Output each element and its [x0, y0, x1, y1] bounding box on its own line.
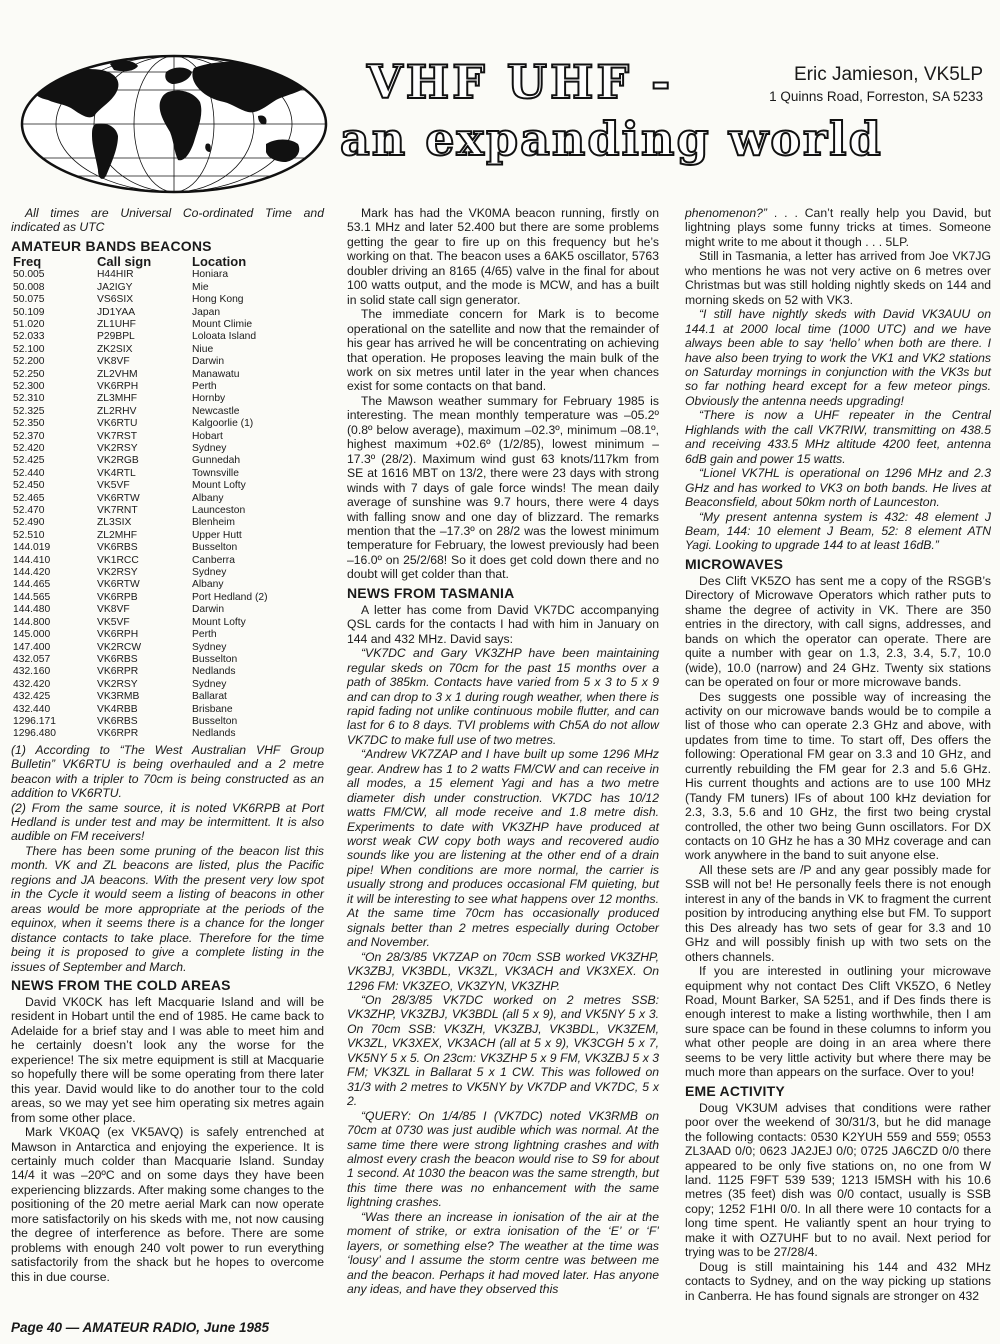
beacon-row: [11, 431, 268, 443]
beacon-freq: 52.370: [13, 430, 45, 442]
beacon-freq: 52.300: [13, 380, 45, 392]
beacon-location: Perth: [192, 629, 217, 641]
beacon-row: [11, 505, 268, 517]
cold-areas-paragraph-2: Mark VK0AQ (ex VK5AVQ) is safely entrenched at Mawson in Antarctica and enjoying the experience. It is certainly much colder than Macquarie Island. Sunday 14/4 it was –20ºC and on some days they have been experiencing blizzards. After making some changes to the positioning of the 20 metre aerial Mark can now operate more satisfactorily on his skeds with me, not now causing the degree of interference as before. There are some problems with enough 240 volt power to run everything satisfactorily from the shack but he hopes to overcome this in due course.: [11, 1125, 324, 1284]
beacon-row: [11, 716, 268, 728]
beacon-location: Gunnedah: [192, 455, 241, 467]
beacon-call-sign: VK2RSY: [97, 678, 138, 690]
beacon-row: [11, 369, 268, 381]
beacon-location: Busselton: [192, 653, 238, 665]
beacon-table: [11, 253, 268, 741]
beacon-call-sign: ZL3MHF: [97, 393, 138, 405]
beacon-freq: 432.440: [13, 703, 51, 715]
beacon-row: [11, 592, 268, 604]
beacon-freq: 144.420: [13, 567, 51, 579]
beacon-call-sign: VK1RCC: [97, 554, 139, 566]
eme-heading: EME ACTIVITY: [685, 1082, 785, 1099]
microwaves-paragraph-2: Des suggests one possible way of increasing the activity on our microwave bands would be to compile a list of those who can operate 2.3 GHz and above, with updates from time to time. To start off, Des offers the following: Operational FM gear on 3.3 and 10 GHz, and currently rebuilding the FM gear for 2.3 and 5.6 GHz. His current thoughts and actions are to use 100 MHz (Tandy FM tuners) IFs of about 100 kHz deviation for 2.3, 3.3, 5.6 and 10 GHz, the first two being crystal controlled, the other two being Gunn oscillators. For DX contacts on 10 GHz he has a 30 MHz coverage and can work anywhere in the band to suit anyone else.: [685, 689, 991, 863]
beacon-call-sign: VK6RTW: [97, 579, 140, 591]
beacon-call-sign: VK7RNT: [97, 505, 138, 517]
beacon-location: Busselton: [192, 715, 238, 727]
beacon-call-sign: P29BPL: [97, 331, 135, 343]
article-title-line-2: an expanding world: [340, 112, 883, 166]
joe-quote-3: “Lionel VK7HL is operational on 1296 MHz and 2.3 GHz and has worked to VK3 on both bands. He lives at Beaconsfield, about 50km north of Launceston.: [685, 466, 991, 510]
beacon-freq: 52.033: [13, 331, 45, 343]
beacon-call-sign: ZL1UHF: [97, 318, 136, 330]
beacon-freq: 52.310: [13, 393, 45, 405]
tasmania-heading: NEWS FROM TASMANIA: [347, 584, 515, 601]
beacon-row: [11, 704, 268, 716]
beacon-call-sign: VK7RST: [97, 430, 138, 442]
beacon-row: [11, 642, 268, 654]
joe-quote-4: “My present antenna system is 432: 48 element J Beam, 144: 10 element J Beam, 52: 8 element ATN Yagi. Looking to upgrade 144 to at least 16dB.”: [685, 509, 991, 553]
beacon-location: Albany: [192, 579, 224, 591]
beacon-call-sign: VK6RPH: [97, 380, 139, 392]
beacon-call-sign: H44HIR: [97, 269, 134, 281]
beacon-freq: 50.075: [13, 294, 45, 306]
beacon-call-sign: VK2RCW: [97, 641, 142, 653]
beacon-call-sign: ZL2VHM: [97, 368, 138, 380]
beacon-row: [11, 728, 268, 740]
beacon-freq: 52.465: [13, 492, 45, 504]
beacon-row: [11, 393, 268, 405]
beacon-location: Japan: [192, 306, 221, 318]
beacon-location: Sydney: [192, 641, 227, 653]
beacon-row: [11, 567, 268, 579]
beacon-freq: 52.420: [13, 443, 45, 454]
beacon-freq: 144.410: [13, 554, 51, 566]
beacon-call-sign: VK2RSY: [97, 443, 138, 454]
beacon-row: [11, 517, 268, 529]
beacon-row: [11, 480, 268, 492]
beacon-location: Upper Hutt: [192, 529, 242, 541]
joe-quote-1: “I still have nightly skeds with David VK3AUU on 144.1 at 2000 local time (1000 UTC) and we have always been able to say ‘hello’ when both are there. I have also been trying to work the VK1 and VK2 stations on Saturday mornings in conjunction with the VK3s but so far nothing heard except for a few meteor pings. Obviously the antenna needs upgrading!: [685, 307, 991, 408]
eme-paragraph-2: Doug is still maintaining his 144 and 432 MHz contacts to Sydney, and on the way picking up stations in Canberra. He has found signals are stronger on 432: [685, 1259, 991, 1303]
page-header: [0, 0, 1000, 200]
cold-areas-paragraph-1: David VK0CK has left Macquarie Island and will be resident in Hobart until the end of 1985. He came back to Adelaide for a brief stay and I was able to meet him and he certainly doesn’t look any the worse for the experience! The six metre equipment is still at Macquarie so hopefully there will be some operating from there later this year. David would like to do another tour to the cold areas, so we may yet see him operating six metres again from some other place.: [11, 995, 324, 1125]
beacon-call-sign: VK6RTU: [97, 418, 138, 430]
beacon-freq: 52.470: [13, 505, 45, 517]
beacon-call-sign: VK4RTL: [97, 467, 136, 479]
beacon-freq: 52.490: [13, 517, 45, 529]
beacon-call-sign: ZK2SIX: [97, 343, 133, 355]
beacon-location: Sydney: [192, 567, 227, 579]
page-footer: Page 40 — AMATEUR RADIO, June 1985: [11, 1320, 270, 1335]
beacon-location: Mount Climie: [192, 318, 253, 330]
beacon-call-sign: VK5VF: [97, 616, 130, 628]
beacon-call-sign: VK6RBS: [97, 542, 138, 554]
beacon-call-sign: VK6RBS: [97, 715, 138, 727]
beacon-call-sign: VK2RGB: [97, 455, 139, 467]
beacon-call-sign: VS6SIX: [97, 294, 134, 306]
beacon-row: [11, 542, 268, 554]
beacon-row: [11, 294, 268, 306]
beacon-location: Mount Lofty: [192, 480, 246, 492]
header-call-sign: Call sign: [97, 253, 152, 269]
beacon-table-body: [11, 269, 268, 740]
beacon-location: Perth: [192, 380, 217, 392]
beacon-location: Darwin: [192, 604, 225, 616]
tasmania-quote-1: “VK7DC and Gary VK3ZHP have been maintaining regular skeds on 70cm for the past 15 months over a path of 385km. Contacts have varied from 5 x 3 to 5 x 9 and can drop to 3 x 1 during rough weather, when there is rapid fading not unlike continuous mobile flutter, and can last for 6 to 8 days. TVI problems with Ch5A do not allow VK7DC to make full use of two metres.: [347, 646, 659, 747]
phenomenon-paragraph: [685, 206, 991, 249]
beacon-freq: 52.200: [13, 356, 45, 368]
beacon-note-3: There has been some pruning of the beacon list this month. VK and ZL beacons are listed, plus the Pacific regions and JA beacons. With the present very low spot in the Cycle it would seem a listing of beacons in other areas would be more appropriate at the periods of the equinox, when it seems there is a chance for the longer distance contacts to take place. Therefore for the time being it is proposed to give a complete listing in the issues of September and March.: [11, 843, 324, 974]
beacon-call-sign: ZL3SIX: [97, 517, 132, 529]
tasmania-quote-2: “Andrew VK7ZAP and I have built up some 1296 MHz gear. Andrew has 1 to 2 watts FM/CW and can receive in all modes, a 15 element Yagi and has a two metre diameter dish under construction. VK7DC has 10/12 watts FM/CW, all mode receive and 1.8 metre dish. Experiments to date with VK3ZHP have produced at worst weak CW copy both ways and recovered audio sounds like you are listening at the other end of a drain pipe! When conditions are more normal, the carrier is usually strong and produces occasional FM quieting, but it will be interesting to see what happens over 12 months. At the same time 70cm has occasionally produced signals better than 2 metres especially during October and November.: [347, 747, 659, 950]
beacon-row: [11, 307, 268, 319]
beacon-table-header: [11, 256, 268, 269]
beacon-location: Hong Kong: [192, 294, 244, 306]
header-location: Location: [192, 253, 247, 269]
beacon-row: [11, 530, 268, 542]
microwaves-paragraph-1: Des Clift VK5ZO has sent me a copy of the RSGB’s Directory of Microwave Operators which rather puts to shame the degree of activity in VK. There are 350 entries in the directory, with call signs, addresses, and bands on which the operator can operate. There are quite a number with gear on 1.3, 2.3, 3.4, 5.7, 10.0 (wide), 10.0 (narrow) and 24 GHz. Twenty six stations can be operated on four or more microwave bands.: [685, 573, 991, 690]
beacon-location: Sydney: [192, 678, 227, 690]
mawson-weather-paragraph: The Mawson weather summary for February 1985 is interesting. The mean monthly temperature was –05.2º (0.8º below average), maximum –02.3º, minimum –08.1º, highest maximum +02.6º (1/2/85), lowest minimum –17.3º (28/2). Maximum wind gust 63 knots/117km from SE at 1616 MBT on 13/2, there were 23 days with strong winds with 7 days of gale force winds! The mean daily average of sunshine was 9.7 hours, there were 4 days with falling snow and one day of blizzard. The remarks mention that the –17.3º on 28/2 was the lowest minimum temperature for February, the lowest previously had been –16.0º on 25/2/68! So it does get cold down there and no doubt will get colder than that.: [347, 393, 659, 582]
beacon-row: [11, 418, 268, 430]
beacon-freq: 50.005: [13, 269, 45, 281]
beacon-row: [11, 356, 268, 368]
beacon-call-sign: ZL2MHF: [97, 529, 138, 541]
beacon-freq: 145.000: [13, 629, 51, 641]
beacon-row: [11, 629, 268, 641]
beacon-call-sign: VK2RSY: [97, 567, 138, 579]
beacon-row: [11, 617, 268, 629]
beacon-row: [11, 579, 268, 591]
beacon-call-sign: ZL2RHV: [97, 405, 137, 417]
beacon-freq: 52.440: [13, 467, 45, 479]
beacon-call-sign: VK8VF: [97, 604, 130, 616]
beacon-row: [11, 344, 268, 356]
beacon-freq: 50.008: [13, 281, 45, 293]
beacon-freq: 51.020: [13, 318, 45, 330]
utc-note: All times are Universal Co-ordinated Time and indicated as UTC: [11, 206, 324, 235]
tasmania-quote-3: “On 28/3/85 VK7ZAP on 70cm SSB worked VK3ZHP, VK3ZBJ, VK3BDL, VK3ZL, VK3ACH and VK3XEX. On 1296 FM: VK3ZEO, VK3ZYN, VK3ZHP.: [347, 949, 659, 993]
microwaves-heading: MICROWAVES: [685, 555, 784, 572]
beacon-freq: 144.480: [13, 604, 51, 616]
beacon-note-1: (1) According to “The West Australian VHF Group Bulletin” VK6RTU is being overhauled and a 2 metre beacon with a tripler to 70cm is being constructed as an addition to VK6RTU.: [11, 742, 324, 801]
beacon-call-sign: VK3RMB: [97, 691, 140, 703]
beacon-row: [11, 443, 268, 455]
beacon-freq: 52.450: [13, 480, 45, 492]
beacon-location: Kalgoorlie (1): [192, 418, 254, 430]
column-3: [685, 206, 991, 1303]
beacon-row: [11, 468, 268, 480]
beacon-row: [11, 604, 268, 616]
cold-areas-heading: NEWS FROM THE COLD AREAS: [11, 977, 231, 993]
microwaves-paragraph-4: If you are interested in outlining your microwave equipment why not contact Des Clift VK5ZO, 6 Netley Road, Mount Barker, SA 5251, and if Des finds there is enough interest to make a listing worthwhile, then I am sure space can be found in these columns to inform you what other people are doing in an area where there seems to be very little activity but where there may be much more than appears on the surface. Over to you!: [685, 964, 991, 1080]
phenomenon-quote-end: phenomenon?”: [685, 206, 767, 220]
beacon-freq: 144.019: [13, 542, 51, 554]
beacon-call-sign: VK6RBS: [97, 653, 138, 665]
beacon-location: Nedlands: [192, 728, 236, 740]
beacon-row: [11, 319, 268, 331]
beacon-location: Mount Lofty: [192, 616, 246, 628]
beacon-location: Newcastle: [192, 405, 240, 417]
beacon-call-sign: VK6RPR: [97, 728, 139, 740]
beacon-freq: 432.420: [13, 678, 51, 690]
beacon-call-sign: VK8VF: [97, 356, 130, 368]
beacon-freq: 52.350: [13, 418, 45, 430]
microwaves-paragraph-3: All these sets are /P and any gear possibly made for SSB will not be! He personally feels there is not enough interest in any of the bands in VK to fragment the current position by introducing anything else but FM. To support this Des already has two sets of gear for 3.3 and 10 GHz and will possibly finish up with two sets on the others channels.: [685, 862, 991, 964]
beacon-call-sign: VK4RBB: [97, 703, 138, 715]
beacon-location: Port Hedland (2): [192, 591, 268, 603]
beacon-location: Brisbane: [192, 703, 233, 715]
beacon-freq: 144.465: [13, 579, 51, 591]
article-title-line-1: VHF UHF -: [367, 55, 674, 109]
header-freq: Freq: [13, 253, 42, 269]
beacon-location: Albany: [192, 492, 224, 504]
beacon-location: Hobart: [192, 430, 223, 442]
beacon-location: Mie: [192, 281, 209, 293]
beacon-row: [11, 493, 268, 505]
author-address: 1 Quinns Road, Forreston, SA 5233: [769, 89, 983, 104]
beacon-row: [11, 406, 268, 418]
beacon-call-sign: VK6RPR: [97, 666, 139, 678]
beacon-row: [11, 691, 268, 703]
author-name: Eric Jamieson, VK5LP: [793, 64, 983, 85]
beacon-location: Niue: [192, 343, 214, 355]
beacon-location: Honiara: [192, 269, 229, 281]
beacon-call-sign: VK6RPH: [97, 629, 139, 641]
beacon-freq: 432.160: [13, 666, 51, 678]
column-1: [11, 206, 324, 1284]
beacon-freq: 147.400: [13, 641, 51, 653]
beacon-freq: 52.325: [13, 405, 45, 417]
beacon-location: Sydney: [192, 443, 227, 454]
beacon-location: Canberra: [192, 554, 235, 566]
beacon-freq: 52.250: [13, 368, 45, 380]
beacon-call-sign: JD1YAA: [97, 306, 136, 318]
beacon-location: Loloata Island: [192, 331, 257, 343]
joe-vk7jg-paragraph: Still in Tasmania, a letter has arrived from Joe VK7JG who mentions he was not very active on 6 metres over Christmas but was still holding nightly skeds on 144 and morning skeds on 52 with VK3.: [685, 249, 991, 307]
beacon-freq: 432.425: [13, 691, 51, 703]
beacon-freq: 52.510: [13, 529, 45, 541]
beacon-freq: 144.565: [13, 591, 51, 603]
beacon-row: [11, 331, 268, 343]
beacon-location: Darwin: [192, 356, 225, 368]
beacon-call-sign: VK6RPB: [97, 591, 138, 603]
column-2: [347, 206, 659, 1297]
beacon-row: [11, 455, 268, 467]
beacon-location: Hornby: [192, 393, 226, 405]
beacon-location: Manawatu: [192, 368, 240, 380]
beacon-freq: 1296.480: [13, 728, 56, 740]
beacons-heading: AMATEUR BANDS BEACONS: [11, 237, 212, 254]
beacon-location: Blenheim: [192, 517, 235, 529]
phenomenon-reply: . . . Can’t really help you David, but lightning plays some funny tricks at times. Someone might write to me about it though . . . 5LP.: [685, 206, 991, 249]
tasmania-intro: A letter has come from David VK7DC accompanying QSL cards for the contacts I had with him in January on 144 and 432 MHz. David says:: [347, 602, 659, 646]
beacon-row: [11, 381, 268, 393]
beacon-row: [11, 555, 268, 567]
beacon-row: [11, 654, 268, 666]
beacon-note-2: (2) From the same source, it is noted VK6RPB at Port Hedland is under test and may be intermittent. It is also audible on FM receivers!: [11, 800, 324, 844]
beacon-freq: 1296.171: [13, 715, 56, 727]
beacon-location: Ballarat: [192, 691, 227, 703]
beacon-row: [11, 679, 268, 691]
tasmania-quote-5: “QUERY: On 1/4/85 I (VK7DC) noted VK3RMB on 70cm at 0730 was just audible which was normal. At the same time there were strong lightning crashes and with almost every crash the beacon would rise to S9 for about 1 second. At 1030 the beacon was the same strength, but this time there was no enhancement with the same lightning crashes.: [347, 1108, 659, 1210]
beacon-row: [11, 666, 268, 678]
world-map-globe-icon: [18, 52, 330, 196]
beacon-row: [11, 269, 268, 281]
eme-paragraph-1: Doug VK3UM advises that conditions were rather poor over the weekend of 30/31/3, but he did manage the following contacts: 0530 K2YUH 559 and 559; 0553 ZL3AAD 0/0; 0623 JA2JEJ 0/0; 0725 JA6CZD 0/0 there appeared to be only five stations on, no one from W land. 1125 F9FT 539 539; 1213 I5MSH with his 10.6 metres (35 feet) dish was 0/0 contact, usually is SSB copy; 1252 F1HI 0/0. In all there were 10 contacts for a long time spent. He valiantly spent an hour trying to make it with OZ7UHF but to no avail. Next period for trying was to be 27/28/4.: [685, 1100, 991, 1260]
beacon-location: Nedlands: [192, 666, 236, 678]
mawson-paragraph-1: Mark has had the VK0MA beacon running, firstly on 53.1 MHz and later 52.400 but there are some problems getting the gear to fire up on this frequency but he’s working on that. The beacon uses a 6AK5 oscillator, 5763 doubler driving an 8165 (4/65) valve in the final for about 100 watts output, and the mode is MCW, and has a built in solid state call sign generator.: [347, 206, 659, 307]
beacon-freq: 144.800: [13, 616, 51, 628]
beacon-row: [11, 282, 268, 294]
beacon-freq: 52.100: [13, 343, 45, 355]
beacon-call-sign: VK6RTW: [97, 492, 140, 504]
beacon-location: Townsville: [192, 467, 239, 479]
tasmania-quote-4: “On 28/3/85 VK7DC worked on 2 metres SSB: VK3ZHP, VK3ZBJ, VK3BDL (all 5 x 9), and VK5NY 5 x 3. On 70cm SSB: VK3ZH, VK3ZBJ, VK3BDL, VK3ZEM, VK3ZL, VK3XEX, VK3ACH (all at 5 x 9), VK3CGH 5 x 7, VK5NY 5 x 5. On 23cm: VK3ZHP 5 x 9 FM, VK3ZBJ 5 x 3 FM; VK3ZL in Ballarat 5 x 1 CW. This was followed on 31/3 with 2 metres to VK5NY by VK7DP and VK7DC, 5 x 2.: [347, 993, 659, 1109]
beacon-freq: 50.109: [13, 306, 45, 318]
beacon-freq: 52.425: [13, 455, 45, 467]
mawson-paragraph-2: The immediate concern for Mark is to become operational on the satellite and now that the remainder of his gear has arrived he will be concentrating on achieving that operation. He proposes leaving the main bulk of the work on six metres until later in the year when chances exist for some contacts on that band.: [347, 307, 659, 394]
joe-quote-2: “There is now a UHF repeater in the Central Highlands with the call VK7RIW, transmitting on 438.5 and receiving 433.5 MHz altitude 4200 feet, antenna 6dB gain and power 15 watts.: [685, 408, 991, 466]
beacon-location: Launceston: [192, 505, 246, 517]
beacon-freq: 432.057: [13, 653, 51, 665]
beacon-call-sign: VK5VF: [97, 480, 130, 492]
beacon-location: Busselton: [192, 542, 238, 554]
beacon-call-sign: JA2IGY: [97, 281, 133, 293]
tasmania-quote-6: “Was there an increase in ionisation of the air at the moment of strike, or extra ionisation of the ‘E’ or ‘F’ layers, or something else? The weather at the time was ‘lousy’ and I assume the storm centre was between me and the beacon. Perhaps it had moved later. Has anyone any ideas, and have they observed this: [347, 1209, 659, 1297]
